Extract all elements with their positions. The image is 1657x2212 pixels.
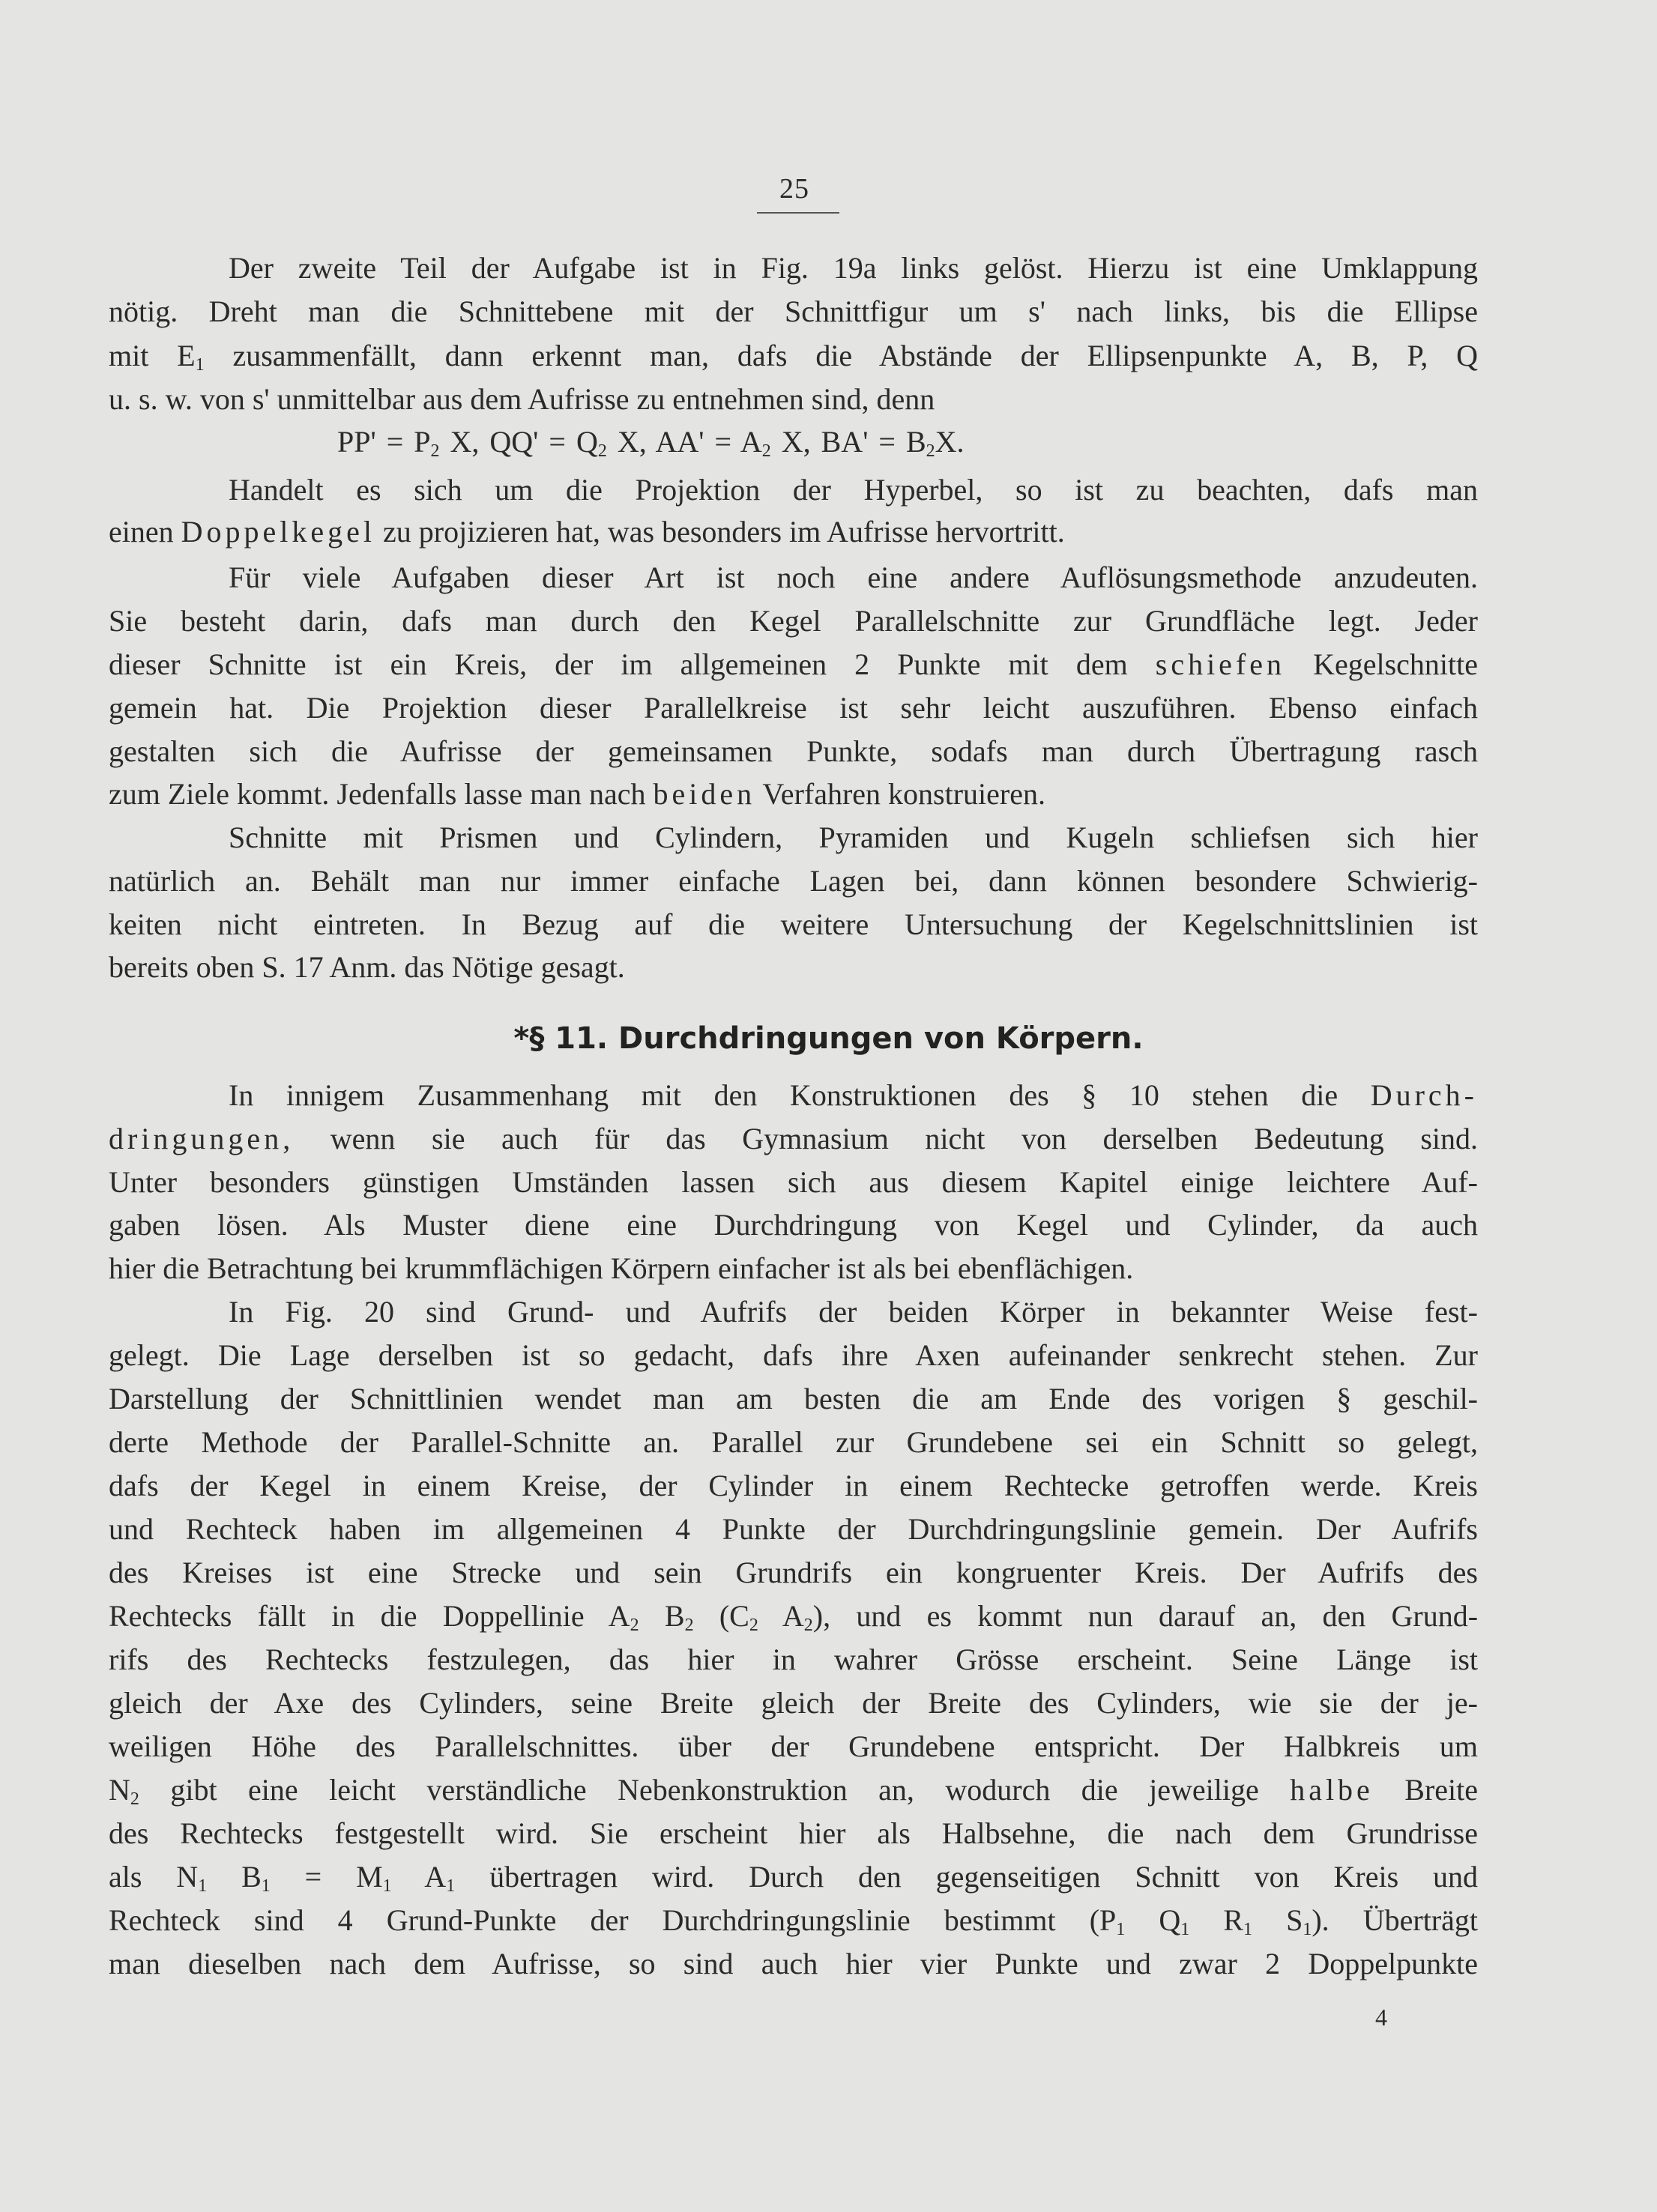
text-line: zum Ziele kommt. Jedenfalls lasse man nach beiden Verfahren konstruieren. xyxy=(109,777,1045,811)
text-line: gelegt. Die Lage derselben ist so gedacht, dafs ihre Axen aufeinander senkrecht stehen. Zur xyxy=(109,1338,1478,1372)
text-line: bereits oben S. 17 Anm. das Nötige gesagt. xyxy=(109,950,625,984)
text-line: gemein hat. Die Projektion dieser Parallelkreise ist sehr leicht auszuführen. Ebenso einfach xyxy=(109,691,1478,725)
text-line: Für viele Aufgaben dieser Art ist noch eine andere Auflösungsmethode anzudeuten. xyxy=(229,560,1478,594)
text-line: als $N_1$ $B_1 = M_1$ $A_1$ übertragen wird. Durch den gegenseitigen Schnitt von Kreis und xyxy=(109,1860,1479,1896)
section-heading: *§ 11. Durchdringungen von Körpern. xyxy=(513,1021,1144,1056)
text-line: mit $E_1$ zusammenfällt, dann erkennt man, dafs die Abstände der Ellipsenpunkte A, B, P, Q xyxy=(109,339,1479,375)
text-line: u. s. w. von s' unmittelbar aus dem Aufrisse zu entnehmen sind, denn xyxy=(109,382,935,416)
text-line: des Rechtecks festgestellt wird. Sie erscheint hier als Halbsehne, die nach dem Grundrisse xyxy=(109,1816,1478,1850)
page-number: 25 xyxy=(779,173,809,205)
text-line: Rechteck sind 4 Grund-Punkte der Durchdringungslinie bestimmt ($P_1$ $Q_1$ $R_1$ $S_1$). Überträgt xyxy=(109,1903,1478,1939)
text-line: Sie besteht darin, dafs man durch den Kegel Parallelschnitte zur Grundfläche legt. Jeder xyxy=(109,604,1478,638)
text-line: In Fig. 20 sind Grund- und Aufrifs der beiden Körper in bekannter Weise fest- xyxy=(229,1295,1478,1329)
text-line: Unter besonders günstigen Umständen lassen sich aus diesem Kapitel einige leichtere Auf- xyxy=(109,1165,1478,1199)
text-line: Der zweite Teil der Aufgabe ist in Fig. 19a links gelöst. Hierzu ist eine Umklappung xyxy=(229,251,1478,285)
text-line: hier die Betrachtung bei krummflächigen Körpern einfacher ist als bei ebenflächigen. xyxy=(109,1251,1134,1285)
text-line: Rechtecks fällt in die Doppellinie $A_2$ $B_2$ ($C_2$ $A_2$), und es kommt nun darauf an, den Grund- xyxy=(109,1599,1479,1635)
text-line: natürlich an. Behält man nur immer einfache Lagen bei, dann können besondere Schwierig- xyxy=(109,864,1478,898)
text-line: Darstellung der Schnittlinien wendet man am besten die am Ende des vorigen § geschil- xyxy=(109,1382,1478,1415)
text-line: gleich der Axe des Cylinders, seine Breite gleich der Breite des Cylinders, wie sie der je- xyxy=(109,1686,1478,1720)
text-line: derte Methode der Parallel-Schnitte an. Parallel zur Grundebene sei ein Schnitt so gelegt, xyxy=(109,1425,1478,1459)
text-line: dringungen, wenn sie auch für das Gymnasium nicht von derselben Bedeutung sind. xyxy=(109,1122,1478,1155)
text-line: man dieselben nach dem Aufrisse, so sind auch hier vier Punkte und zwar 2 Doppelpunkte xyxy=(109,1947,1478,1980)
text-line: des Kreises ist eine Strecke und sein Grundrifs ein kongruenter Kreis. Der Aufrifs des xyxy=(109,1556,1478,1589)
page-number-rule xyxy=(757,212,839,214)
text-line: einen Doppelkegel zu projizieren hat, was besonders im Aufrisse hervortritt. xyxy=(109,515,1065,549)
text-line: Handelt es sich um die Projektion der Hyperbel, so ist zu beachten, dafs man xyxy=(229,473,1478,507)
text-line: keiten nicht eintreten. In Bezug auf die weitere Untersuchung der Kegelschnittslinien ist xyxy=(109,907,1478,941)
text-line: weiligen Höhe des Parallelschnittes. über der Grundebene entspricht. Der Halbkreis um xyxy=(109,1729,1478,1763)
equation-line: $PP' = P_2$ X, $QQ' = Q_2$ X, $AA' = A_2$ X, $BA' = B_2X$. xyxy=(337,425,965,461)
text-line: Schnitte mit Prismen und Cylindern, Pyramiden und Kugeln schliefsen sich hier xyxy=(229,821,1478,854)
text-line: nötig. Dreht man die Schnittebene mit der Schnittfigur um s' nach links, bis die Ellipse xyxy=(109,294,1478,328)
text-line: $N_2$ gibt eine leicht verständliche Nebenkonstruktion an, wodurch die jeweilige halbe Breite xyxy=(109,1773,1479,1809)
text-line: In innigem Zusammenhang mit den Konstruktionen des § 10 stehen die Durch- xyxy=(229,1078,1478,1112)
text-line: rifs des Rechtecks festzulegen, das hier in wahrer Grösse erscheint. Seine Länge ist xyxy=(109,1643,1478,1676)
signature-mark: 4 xyxy=(1375,2004,1387,2031)
text-line: gestalten sich die Aufrisse der gemeinsamen Punkte, sodafs man durch Übertragung rasch xyxy=(109,734,1478,768)
text-line: dafs der Kegel in einem Kreise, der Cylinder in einem Rechtecke getroffen werde. Kreis xyxy=(109,1469,1478,1502)
text-line: gaben lösen. Als Muster diene eine Durchdringung von Kegel und Cylinder, da auch xyxy=(109,1208,1478,1242)
text-line: und Rechteck haben im allgemeinen 4 Punkte der Durchdringungslinie gemein. Der Aufrifs xyxy=(109,1512,1478,1546)
text-line: dieser Schnitte ist ein Kreis, der im allgemeinen 2 Punkte mit dem schiefen Kegelschnitte xyxy=(109,647,1478,681)
